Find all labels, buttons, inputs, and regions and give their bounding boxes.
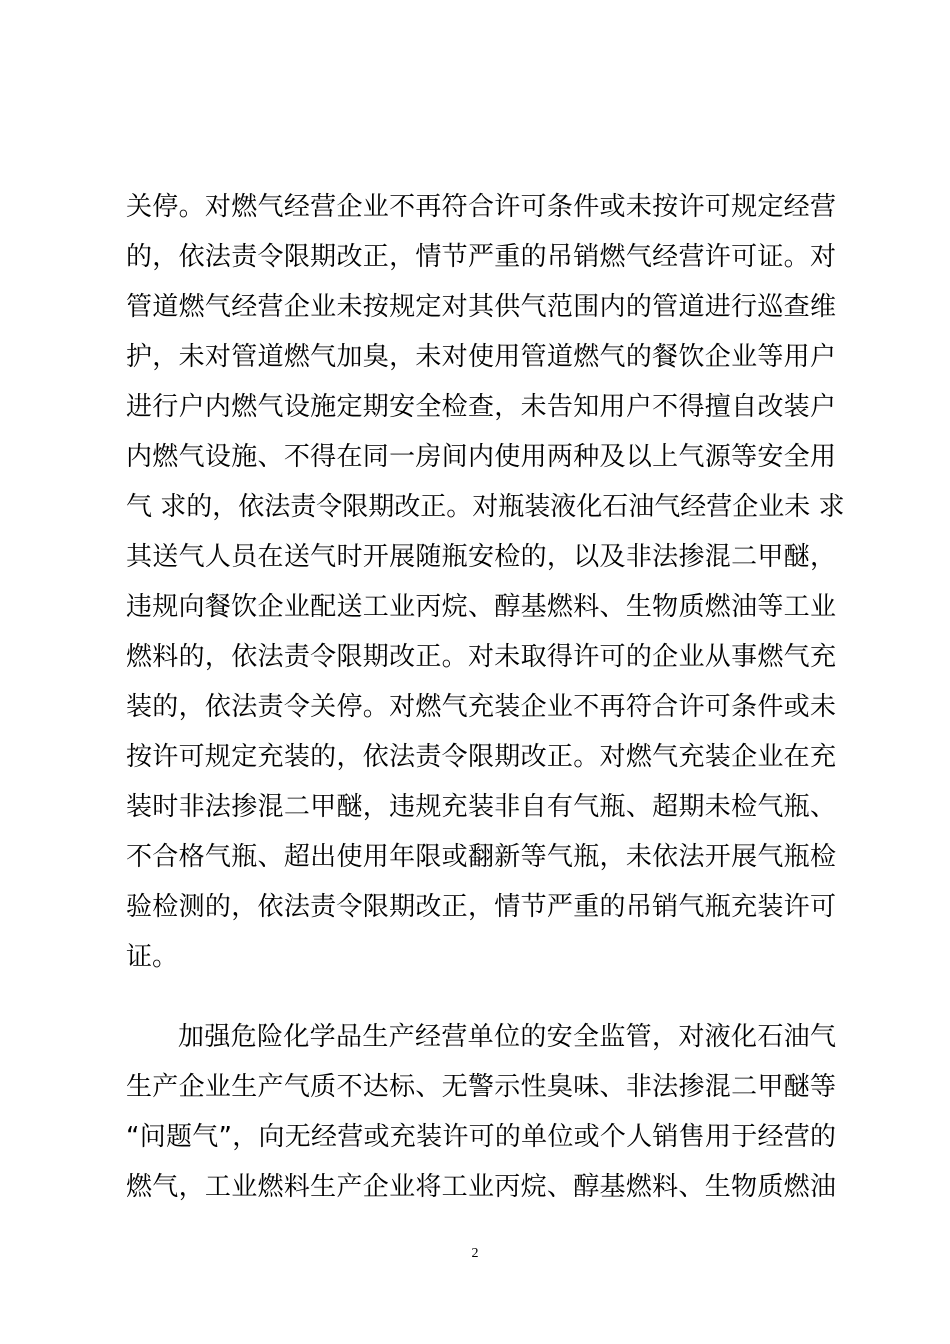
text-line: 按许可规定充装的，依法责令限期改正。对燃气充装企业在充 [126, 742, 836, 772]
text-line: 装时非法掺混二甲醚，违规充装非自有气瓶、超期未检气瓶、 [126, 792, 836, 822]
paragraph-gap [126, 982, 836, 1012]
text-line: 不合格气瓶、超出使用年限或翻新等气瓶，未依法开展气瓶检 [126, 842, 836, 872]
text-line: 管道燃气经营企业未按规定对其供气范围内的管道进行巡查维 [126, 292, 836, 322]
text-line: 其送气人员在送气时开展随瓶安检的，以及非法掺混二甲醚， [126, 542, 836, 572]
body-text [126, 182, 845, 1212]
text-line: 加强危险化学品生产经营单位的安全监管，对液化石油气 [178, 1022, 836, 1052]
text-line: 燃料的，依法责令限期改正。对未取得许可的企业从事燃气充 [126, 642, 836, 672]
text-line: 燃气，工业燃料生产企业将工业丙烷、醇基燃料、生物质燃油 [126, 1172, 836, 1202]
text-line: 生产企业生产气质不达标、无警示性臭味、非法掺混二甲醚等 [126, 1072, 836, 1102]
text-line: 进行户内燃气设施定期安全检查，未告知用户不得擅自改装户 [126, 392, 836, 422]
page-number: 2 [471, 1246, 479, 1261]
text-line: 护，未对管道燃气加臭，未对使用管道燃气的餐饮企业等用户 [126, 342, 836, 372]
text-line: 验检测的，依法责令限期改正，情节严重的吊销气瓶充装许可 [126, 892, 836, 922]
text-line: 违规向餐饮企业配送工业丙烷、醇基燃料、生物质燃油等工业 [126, 592, 836, 622]
text-line: “问题气”，向无经营或充装许可的单位或个人销售用于经营的 [126, 1122, 836, 1152]
text-line: 证。 [126, 942, 179, 972]
text-line: 气 求的，依法责令限期改正。对瓶装液化石油气经营企业未 求 [126, 492, 845, 522]
text-line: 关停。对燃气经营企业不再符合许可条件或未按许可规定经营 [126, 192, 836, 222]
text-line: 内燃气设施、不得在同一房间内使用两种及以上气源等安全用 [126, 442, 836, 472]
text-line: 的，依法责令限期改正，情节严重的吊销燃气经营许可证。对 [126, 242, 836, 272]
text-line: 装的，依法责令关停。对燃气充装企业不再符合许可条件或未 [126, 692, 836, 722]
